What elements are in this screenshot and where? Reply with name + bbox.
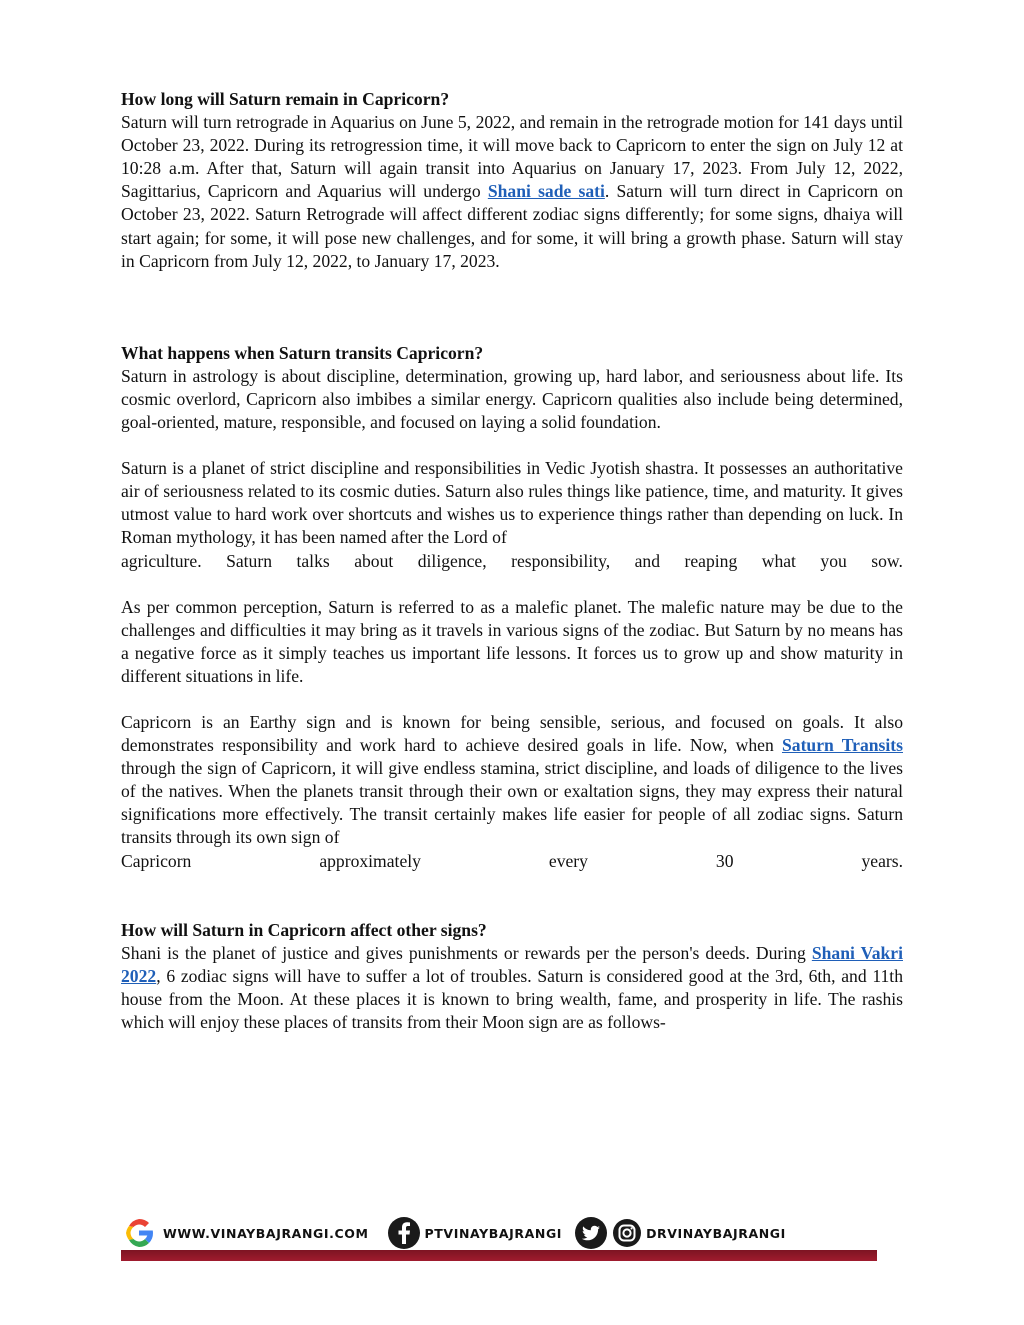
word: every [548,850,588,871]
spacer [121,434,903,457]
word: about [354,550,394,571]
word: talks [296,550,330,571]
word: agriculture. [121,550,202,571]
word: diligence, [417,550,487,571]
text-run: Saturn will turn retrograde in Aquarius on June 5, 2022, and remain in the retrograde motion for 141 days until October 23, 2022. During its retrogression time, it will move back to Capricorn to enter the sign on July 12 at 10:28 a.m. After that, Saturn will again transit into Aquarius on January 17, 2023. From July 12, 2022, Sagittarius, Capricorn and Aquarius will undergo [121,112,903,202]
text-run: Capricorn is an Earthy sign and is known for being sensible, serious, and focused on goals. It also demonstrates responsibility and work hard to achieve desired goals in life. Now, when [121,711,903,756]
facebook-handle-text: PTVINAYBAJRANGI [424,1225,563,1241]
heading-saturn-transit: What happens when Saturn transits Capricorn? [121,342,484,363]
spacer [121,688,903,711]
word: what [761,550,796,571]
heading-other-signs: How will Saturn in Capricorn affect other signs? [121,919,487,940]
heading-saturn-duration: How long will Saturn remain in Capricorn? [121,89,450,109]
paragraph-saturn-discipline: Saturn is a planet of strict discipline and responsibilities in Vedic Jyotish shastra. It possesses an authoritative air of seriousness related to its cosmic duties. Saturn also rules things like patience, time, and maturity. It gives utmost value to hard work over shortcuts and wishes us to experience things rather than depending on luck. In Roman mythology, it has been named after the Lord of [121,458,903,548]
paragraph-capricorn-earthy [121,711,903,850]
facebook-icon [387,1216,421,1250]
footer-banner [121,1212,877,1262]
word: responsibility, [511,550,611,571]
word: approximately [319,850,421,871]
word: you [820,550,847,571]
paragraph-saturn-astrology: Saturn in astrology is about discipline, determination, growing up, hard labor, and seriousness about life. Its cosmic overlord, Capricorn also imbibes a similar energy. Capricorn qualities also include being determined, goal-oriented, mature, responsible, and focused on laying a solid foundation. [121,365,903,433]
spacer [121,873,903,919]
footer-accent-bar [121,1250,877,1261]
word: years. [861,850,903,871]
twitter-icon [574,1216,608,1250]
justified-line [121,850,903,873]
word: Saturn [226,550,273,571]
link-saturn-transits[interactable]: Saturn Transits [781,735,903,756]
word: sow. [871,550,903,571]
google-icon [121,1215,157,1251]
text-run: Shani is the planet of justice and gives punishments or rewards per the person's deeds. During [121,942,812,963]
paragraph-saturn-duration [121,111,903,273]
instagram-icon [612,1218,642,1248]
link-shani-sade-sati[interactable]: Shani sade sati [487,181,605,202]
website-text: WWW.VINAYBAJRANGI.COM [163,1225,369,1241]
text-run: , 6 zodiac signs will have to suffer a lot of troubles. Saturn is considered good at the 3rd, 6th, and 11th house from the Moon. At these places it is known to bring wealth, fame, and prosperity in life. The rashis which will enjoy these places of transits from their Moon sign are as follows- [121,965,903,1032]
link-shani-vakri-2022[interactable]: Shani Vakri 2022 [121,942,903,986]
word: reaping [684,550,738,571]
text-run: through the sign of Capricorn, it will give endless stamina, strict discipline, and loads of diligence to the lives of the natives. When the planets transit through their own or exaltation signs, they may express their natural significations more effectively. The transit certainly makes life easier for people of all zodiac signs. Saturn transits through its own sign of [121,758,903,848]
document-body [121,88,903,1034]
word: and [634,550,661,571]
paragraph-other-signs [121,942,903,1034]
social-handle-text: DRVINAYBAJRANGI [646,1225,786,1241]
text-run: . Saturn will turn direct in Capricorn on October 23, 2022. Saturn Retrograde will affect different zodiac signs differently; for some signs, dhaiya will start again; for some, it will pose new challenges, and for some, it will bring a growth phase. Saturn will stay in Capricorn from July 12, 2022, to January 17, 2023. [121,181,903,271]
word: Capricorn [121,850,192,871]
word: 30 [715,850,734,871]
spacer [121,573,903,596]
spacer [121,273,903,342]
justified-line [121,550,903,573]
footer-contacts [121,1214,786,1252]
paragraph-saturn-malefic: As per common perception, Saturn is referred to as a malefic planet. The malefic nature may be due to the challenges and difficulties it may bring as it travels in various signs of the zodiac. But Saturn by no means has a negative force as it simply teaches us important life lessons. It forces us to grow up and show maturity in different situations in life. [121,596,903,686]
